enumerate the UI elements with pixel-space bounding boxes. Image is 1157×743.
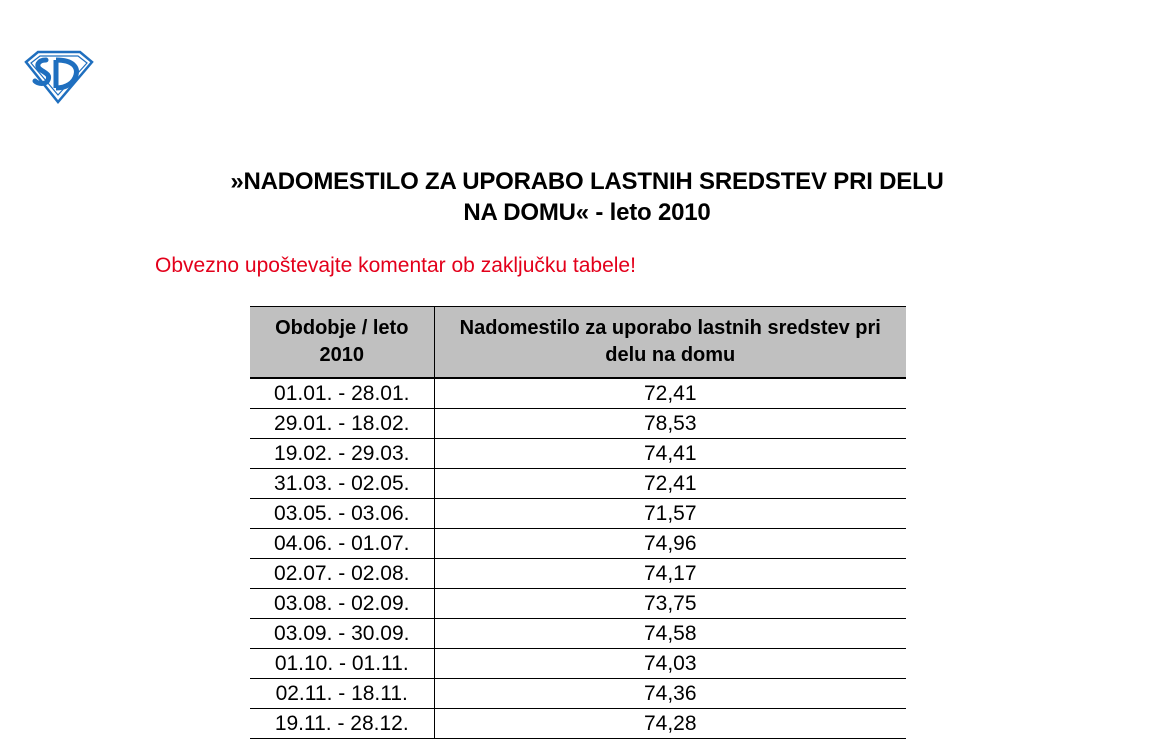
amount-cell: 74,17 [434, 559, 906, 589]
table-row [250, 619, 906, 649]
amount-cell: 74,96 [434, 529, 906, 559]
table-row [250, 439, 906, 469]
table-row [250, 649, 906, 679]
amount-cell: 73,75 [434, 589, 906, 619]
table-row [250, 378, 906, 409]
document-title [0, 166, 1157, 228]
amount-cell: 74,28 [434, 709, 906, 739]
amount-cell: 74,36 [434, 679, 906, 709]
amount-cell: 74,03 [434, 649, 906, 679]
table-row [250, 709, 906, 739]
amount-cell: 78,53 [434, 409, 906, 439]
amount-cell: 74,41 [434, 439, 906, 469]
period-cell: 04.06. - 01.07. [250, 529, 434, 559]
title-line-2: NA DOMU« - leto 2010 [463, 199, 711, 226]
period-cell: 03.08. - 02.09. [250, 589, 434, 619]
amount-cell: 72,41 [434, 469, 906, 499]
header-period: Obdobje / leto 2010 [250, 307, 434, 379]
period-cell: 29.01. - 18.02. [250, 409, 434, 439]
period-cell: 01.01. - 28.01. [250, 378, 434, 409]
period-cell: 19.02. - 29.03. [250, 439, 434, 469]
red-notice: Obvezno upoštevajte komentar ob zaključku tabele! [155, 254, 636, 277]
amount-cell: 71,57 [434, 499, 906, 529]
period-cell: 02.07. - 02.08. [250, 559, 434, 589]
period-cell: 19.11. - 28.12. [250, 709, 434, 739]
table-row [250, 409, 906, 439]
period-cell: 02.11. - 18.11. [250, 679, 434, 709]
period-cell: 03.09. - 30.09. [250, 619, 434, 649]
table-row [250, 589, 906, 619]
table-header-row [250, 307, 906, 379]
sd-shield-logo-icon [22, 48, 96, 104]
title-line-1: »NADOMESTILO ZA UPORABO LASTNIH SREDSTEV PRI DELU [230, 168, 944, 195]
table-row [250, 499, 906, 529]
table-row [250, 559, 906, 589]
period-cell: 03.05. - 03.06. [250, 499, 434, 529]
amount-cell: 72,41 [434, 378, 906, 409]
period-cell: 31.03. - 02.05. [250, 469, 434, 499]
amount-cell: 74,58 [434, 619, 906, 649]
table-row [250, 469, 906, 499]
table-row [250, 529, 906, 559]
period-cell: 01.10. - 01.11. [250, 649, 434, 679]
header-amount: Nadomestilo za uporabo lastnih sredstev pri delu na domu [434, 307, 906, 379]
rates-table [250, 306, 906, 739]
table-row [250, 679, 906, 709]
